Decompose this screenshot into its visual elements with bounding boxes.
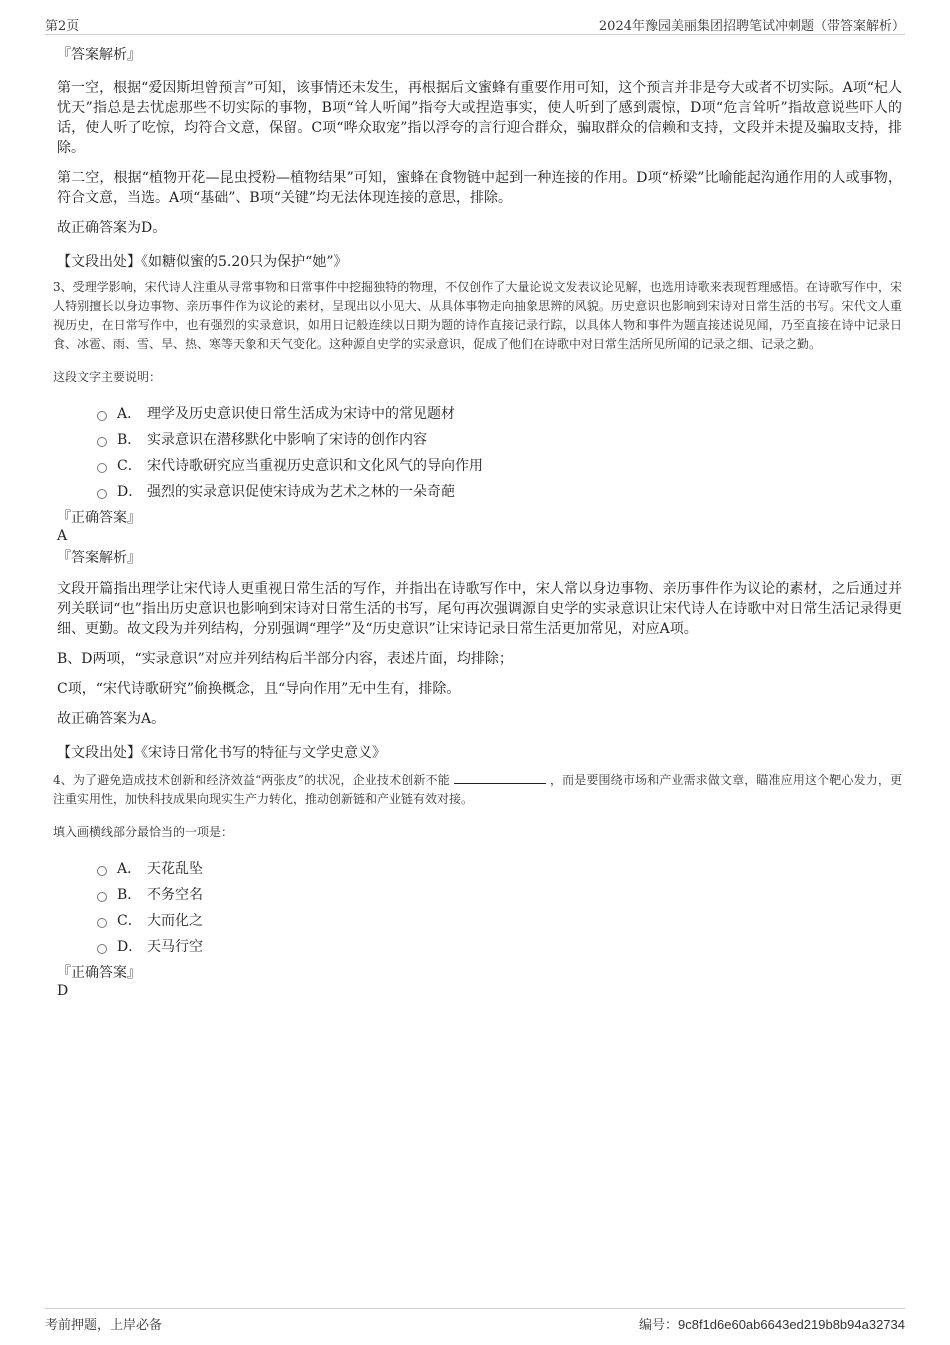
q4-stem-before: 4、为了避免造成技术创新和经济效益“两张皮”的状况，企业技术创新不能 <box>53 773 450 787</box>
q3-analysis-paragraph-2: B、D两项，“实录意识”对应并列结构后半部分内容，表述片面，均排除； <box>57 651 513 667</box>
option-letter: A． <box>117 861 142 877</box>
page-header <box>45 14 905 35</box>
q3-analysis-paragraph-1: 文段开篇指出理学让宋代诗人更重视日常生活的写作，并指出在诗歌写作中，宋人常以身边事物、亲历事件作为议论的素材，之后通过并列关联词“也”指出历史意识也影响到宋诗对日常生活的书写，尾句再次强调源自史学的实录意识让宋代诗人在诗歌中对日常生活记录得更细、更勤。故文段为并列结构，分别强调“理学”及“历史意识”让宋诗记录日常生活更加常见，对应A项。 <box>57 581 902 637</box>
option-text: 大而化之 <box>147 913 203 929</box>
option-letter: A． <box>117 406 142 422</box>
radio-button[interactable] <box>97 437 107 447</box>
option-letter: C． <box>117 458 142 474</box>
q3-answer: A <box>57 528 68 544</box>
q3-options <box>97 401 902 505</box>
q3-prompt: 这段文字主要说明： <box>53 370 162 384</box>
q2-conclusion: 故正确答案为D。 <box>57 220 167 236</box>
q2-analysis-paragraph-1: 第一空，根据“爱因斯坦曾预言”可知，该事情还未发生，再根据后文蜜蜂有重要作用可知，这个预言并非是夸大或者不切实际。A项“杞人忧天”指总是去忧虑那些不切实际的事物，B项“耸人听闻”指夸大或捏造事实，使人听到了感到震惊，D项“危言耸听”指故意说些吓人的话，使人听了吃惊，均符合文意，保留。C项“哗众取宠”指以浮夸的言行迎合群众，骗取群众的信赖和支持，文段并未提及骗取支持，排除。 <box>57 80 902 156</box>
q3-option-d[interactable] <box>97 479 902 505</box>
radio-button[interactable] <box>97 944 107 954</box>
option-letter: D． <box>117 939 143 955</box>
page-footer <box>45 1308 905 1333</box>
page-number: 第2页 <box>45 19 80 34</box>
q3-conclusion: 故正确答案为A。 <box>57 711 166 727</box>
q4-option-d[interactable] <box>97 934 902 960</box>
option-letter: B． <box>117 887 142 903</box>
radio-button[interactable] <box>97 489 107 499</box>
q4-option-a[interactable] <box>97 856 902 882</box>
q4-stem <box>53 771 902 809</box>
radio-button[interactable] <box>97 918 107 928</box>
q3-option-b[interactable] <box>97 427 902 453</box>
option-text: 宋代诗歌研究应当重视历史意识和文化风气的导向作用 <box>147 458 483 474</box>
q2-analysis-paragraph-2: 第二空，根据“植物开花—昆虫授粉—植物结果”可知，蜜蜂在食物链中起到一种连接的作用。D项“桥梁”比喻能起沟通作用的人或事物，符合文意，当选。A项“基础”、B项“关键”均无法体现连接的意思，排除。 <box>57 170 902 206</box>
document-code: 编号：9c8f1d6e60ab6643ed219b8b94a32734 <box>638 1317 905 1332</box>
radio-button[interactable] <box>97 411 107 421</box>
q4-stem-after: ，而是要围绕市场和产业需求做文章，瞄准应用这个靶心发力，更注重实用性，加快科技成果向现实生产力转化，推动创新链和产业链有效对接。 <box>53 773 902 806</box>
option-text: 理学及历史意识使日常生活成为宋诗中的常见题材 <box>147 406 455 422</box>
option-letter: C． <box>117 913 142 929</box>
option-text: 不务空名 <box>147 887 203 903</box>
option-text: 强烈的实录意识促使宋诗成为艺术之林的一朵奇葩 <box>147 484 455 500</box>
q4-answer: D <box>57 983 69 999</box>
document-title: 2024年豫园美丽集团招聘笔试冲刺题（带答案解析） <box>598 19 905 34</box>
q4-option-b[interactable] <box>97 882 902 908</box>
q3-analysis-label: 『答案解析』 <box>57 550 141 566</box>
option-text: 天花乱坠 <box>147 861 203 877</box>
q4-options <box>97 856 902 960</box>
radio-button[interactable] <box>97 892 107 902</box>
q3-stem: 3、受理学影响，宋代诗人注重从寻常事物和日常事件中挖掘独特的物理，不仅创作了大量论说文发表议论见解，也选用诗歌来表现哲理感悟。在诗歌写作中，宋人特别擅长以身边事物、亲历事件作为议论的素材，呈现出以小见大、从具体事物走向抽象思辨的风貌。历史意识也影响到宋诗对日常生活的书写。宋代文人重视历史，在日常写作中，也有强烈的实录意识，如用日记般连续以日期为题的诗作直接记录行踪，以具体人物和事件为题直接述说见闻，乃至直接在诗中记录日食、冰雹、雨、雪、旱、热、寒等天象和天气变化。这种源自史学的实录意识，促成了他们在诗歌中对日常生活所见所闻的记录之细、记录之勤。 <box>53 280 902 351</box>
option-text: 天马行空 <box>147 939 203 955</box>
option-text: 实录意识在潜移默化中影响了宋诗的创作内容 <box>147 432 427 448</box>
q3-answer-label: 『正确答案』 <box>57 510 141 526</box>
footer-slogan: 考前押题，上岸必备 <box>45 1318 163 1333</box>
q3-option-a[interactable] <box>97 401 902 427</box>
q3-source: 【文段出处】《宋诗日常化书写的特征与文学史意义》 <box>57 745 386 761</box>
q3-option-c[interactable] <box>97 453 902 479</box>
page-content <box>53 46 902 1000</box>
q4-option-c[interactable] <box>97 908 902 934</box>
q4-prompt: 填入画横线部分最恰当的一项是： <box>53 825 234 839</box>
q3-analysis-paragraph-3: C项，“宋代诗歌研究”偷换概念，且“导向作用”无中生有，排除。 <box>57 681 461 697</box>
q4-answer-label: 『正确答案』 <box>57 965 141 981</box>
q2-analysis-label: 『答案解析』 <box>57 47 141 63</box>
option-letter: B． <box>117 432 142 448</box>
radio-button[interactable] <box>97 866 107 876</box>
radio-button[interactable] <box>97 463 107 473</box>
fill-blank <box>454 771 546 784</box>
option-letter: D． <box>117 484 143 500</box>
q2-source: 【文段出处】《如糖似蜜的5.20只为保护“她”》 <box>57 254 348 270</box>
